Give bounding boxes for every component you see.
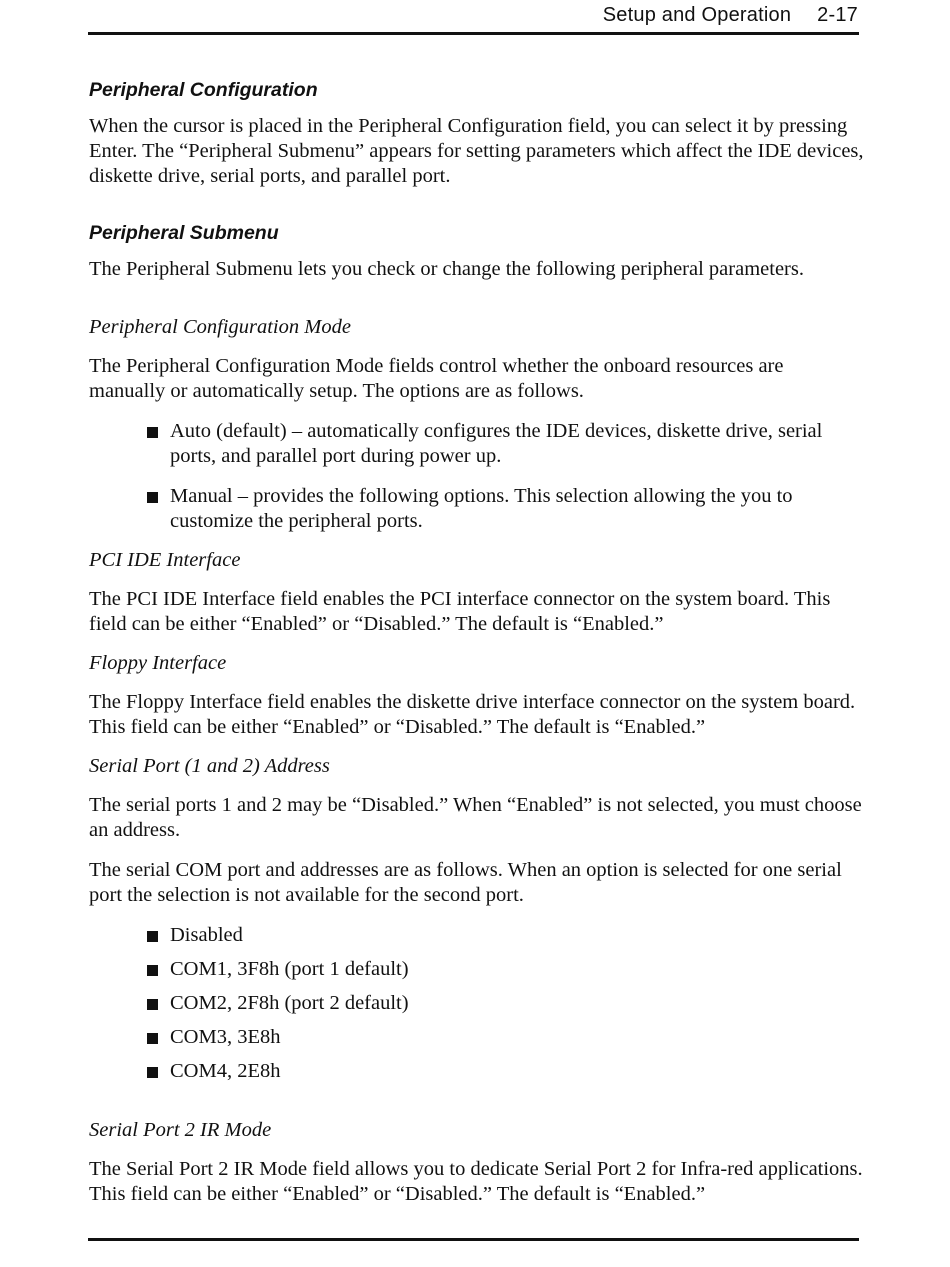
list-item bbox=[147, 419, 864, 469]
peripheral-submenu-heading: Peripheral Submenu bbox=[89, 222, 279, 244]
bullet-square-icon bbox=[147, 1067, 158, 1078]
pci-ide-heading: PCI IDE Interface bbox=[89, 549, 241, 571]
pci-ide-text: The PCI IDE Interface field enables the PCI interface connector on the system board. This field can be either “Enabled” or “Disabled.” The default is “Enabled.” bbox=[89, 588, 831, 635]
list-item-text: COM2, 2F8h (port 2 default) bbox=[170, 992, 409, 1014]
header-page-number: 2-17 bbox=[817, 4, 858, 26]
peripheral-configuration-text: When the cursor is placed in the Peripheral Configuration field, you can select it by pressing Enter. The “Peripheral Submenu” appears for setting parameters which affect the IDE devices, diskette drive, serial ports, and parallel port. bbox=[89, 115, 864, 187]
bullet-square-icon bbox=[147, 965, 158, 976]
header-rule bbox=[88, 32, 859, 35]
list-item bbox=[147, 957, 864, 982]
list-item bbox=[147, 1025, 864, 1050]
list-item bbox=[147, 991, 864, 1016]
peripheral-configuration-heading: Peripheral Configuration bbox=[89, 79, 318, 101]
header-section-title: Setup and Operation bbox=[602, 4, 792, 26]
running-header bbox=[603, 4, 858, 27]
floppy-heading: Floppy Interface bbox=[89, 652, 227, 674]
ir-mode-text: The Serial Port 2 IR Mode field allows you to dedicate Serial Port 2 for Infra-red applications. This field can be either “Enabled” or “Disabled.” The default is “Enabled.” bbox=[89, 1158, 863, 1205]
bullet-square-icon bbox=[147, 931, 158, 942]
config-mode-text: The Peripheral Configuration Mode fields control whether the onboard resources are manually or automatically setup. The options are as follows. bbox=[89, 355, 784, 402]
serial-address-options-intro: The serial COM port and addresses are as follows. When an option is selected for one serial port the selection is not available for the second port. bbox=[89, 859, 842, 906]
ir-mode-heading: Serial Port 2 IR Mode bbox=[89, 1119, 272, 1141]
peripheral-submenu-text: The Peripheral Submenu lets you check or change the following peripheral parameters. bbox=[89, 258, 804, 280]
list-item bbox=[147, 923, 864, 948]
bullet-square-icon bbox=[147, 492, 158, 503]
bullet-square-icon bbox=[147, 1033, 158, 1044]
serial-address-options bbox=[89, 923, 864, 1084]
serial-address-text: The serial ports 1 and 2 may be “Disabled.” When “Enabled” is not selected, you must choose an address. bbox=[89, 794, 862, 841]
config-mode-options bbox=[89, 419, 864, 534]
floppy-text: The Floppy Interface field enables the diskette drive interface connector on the system board. This field can be either “Enabled” or “Disabled.” The default is “Enabled.” bbox=[89, 691, 856, 738]
config-mode-heading: Peripheral Configuration Mode bbox=[89, 316, 351, 338]
list-item bbox=[147, 1059, 864, 1084]
list-item-text: Auto (default) – automatically configures the IDE devices, diskette drive, serial ports, and parallel port during power up. bbox=[170, 420, 823, 467]
serial-address-heading: Serial Port (1 and 2) Address bbox=[89, 755, 330, 777]
page-content bbox=[89, 78, 864, 1207]
list-item bbox=[147, 484, 864, 534]
bullet-square-icon bbox=[147, 427, 158, 438]
list-item-text: COM4, 2E8h bbox=[170, 1060, 281, 1082]
list-item-text: COM3, 3E8h bbox=[170, 1026, 281, 1048]
list-item-text: COM1, 3F8h (port 1 default) bbox=[170, 958, 409, 980]
list-item-text: Disabled bbox=[170, 924, 243, 946]
bullet-square-icon bbox=[147, 999, 158, 1010]
list-item-text: Manual – provides the following options. This selection allowing the you to customize the peripheral ports. bbox=[170, 485, 793, 532]
footer-rule bbox=[88, 1238, 859, 1241]
